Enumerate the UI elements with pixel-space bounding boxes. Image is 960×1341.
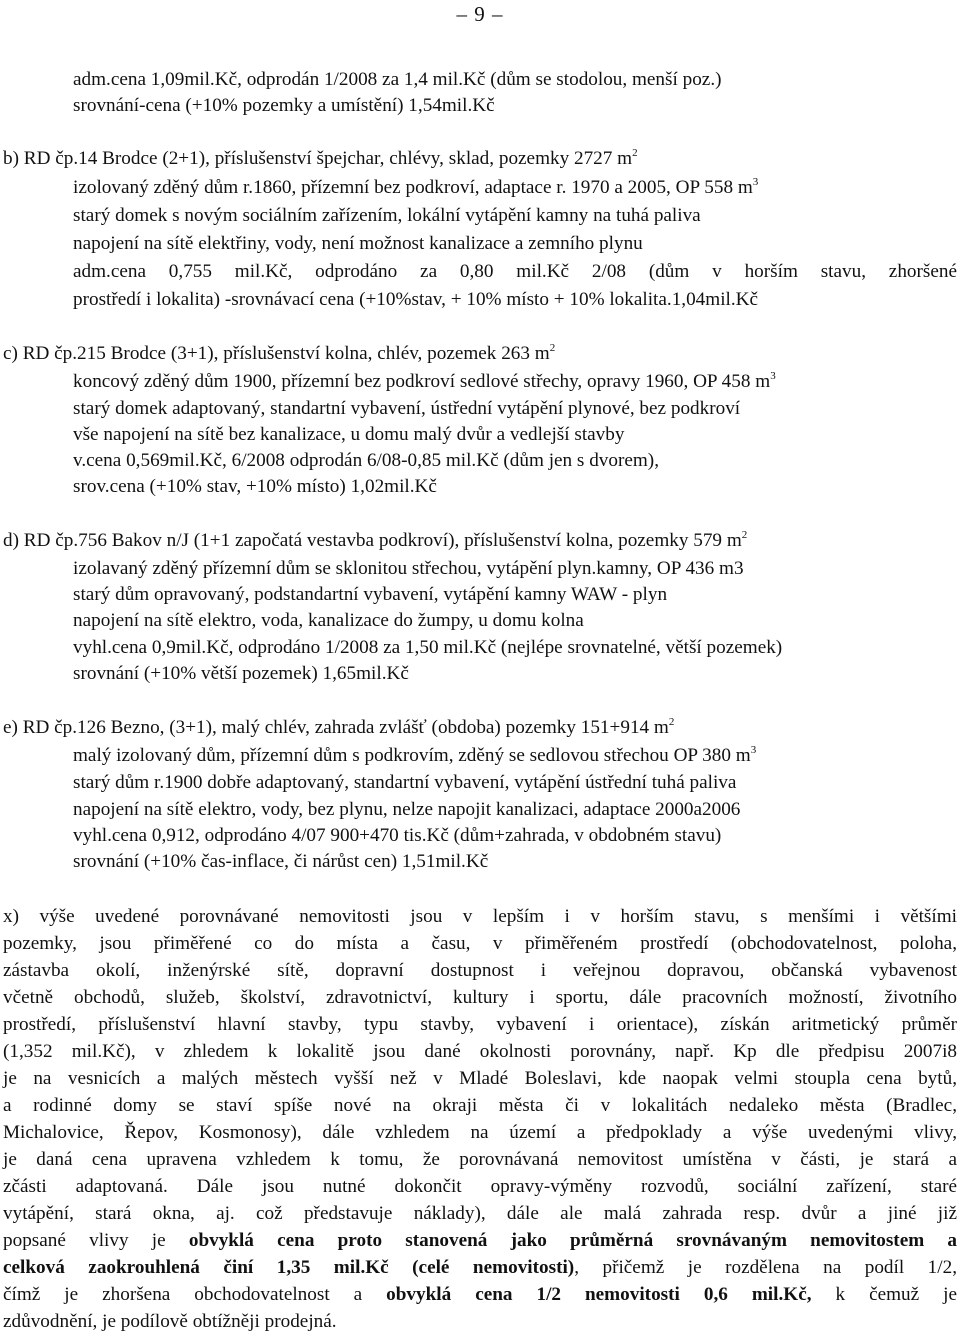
block-d-line-1 — [3, 528, 747, 554]
summary-line-16: zdůvodnění, je podílově obtížněji prodejná. — [3, 1311, 337, 1332]
block-b-line-3: starý domek s novým sociálním zařízením, lokální vytápění kamny na tuhá paliva — [73, 205, 701, 226]
block-e-line-6: srovnání (+10% čas-inflace, či nárůst cen) 1,51mil.Kč — [73, 851, 489, 872]
block-e-line-5: vyhl.cena 0,912, odprodáno 4/07 900+470 tis.Kč (dům+zahrada, v obdobném stavu) — [73, 825, 722, 846]
summary-line-15-text: čímž je zhoršena obchodovatelnost a — [3, 1284, 387, 1305]
summary-line-6: (1,352 mil.Kč), v zhledem k lokalitě jsou dané okolnosti porovnány, např. Kp dle předpisu 2007i8 — [3, 1041, 957, 1062]
block-b-line-4: napojení na sítě elektřiny, vody, není možnost kanalizace a zemního plynu — [73, 233, 643, 254]
summary-line-14-bold: celková zaokrouhlená činí 1,35 mil.Kč (celé nemovitosti) — [3, 1257, 575, 1278]
summary-line-9: Michalovice, Řepov, Kosmonosy), dále vzhledem na území a předpoklady a výše uvedenými vlivy, — [3, 1122, 957, 1143]
block-e-line-2 — [73, 743, 756, 769]
block-b-line-6: prostředí i lokalita) -srovnávací cena (+10%stav, + 10% místo + 10% lokalita.1,04mil.Kč — [73, 289, 759, 310]
summary-line-15-bold: obvyklá cena 1/2 nemovitosti 0,6 mil.Kč, — [386, 1284, 812, 1305]
block-c-line-2-text: koncový zděný dům 1900, přízemní bez podkroví sedlové střechy, opravy 1960, OP 458 m — [73, 371, 771, 392]
block-e-line-3: starý dům r.1900 dobře adaptovaný, standartní vybavení, vytápění ústřední tuhá paliva — [73, 772, 737, 793]
summary-line-7: je na vesnicích a malých městech vyšší než v Mladé Boleslavi, kde naopak velmi stoupla cena bytů, — [3, 1068, 957, 1089]
summary-line-15-text-2: k čemuž je — [811, 1284, 957, 1305]
block-e-line-4: napojení na sítě elektro, vody, bez plynu, nelze napojit kanalizaci, adaptace 2000a2006 — [73, 799, 741, 820]
block-c-line-1 — [3, 341, 555, 367]
block-d-line-4: napojení na sítě elektro, voda, kanalizace do žumpy, u domu kolna — [73, 610, 584, 631]
summary-line-10: je daná cena upravena vzhledem k tomu, že porovnávaná nemovitost umístěna v části, je stará a — [3, 1149, 957, 1170]
block-c-line-1-text: c) RD čp.215 Brodce (3+1), příslušenství kolna, chlév, pozemek 263 m — [3, 343, 550, 364]
summary-line-11: zčásti adaptovaná. Dále jsou nutné dokončit opravy-výměny rozvodů, sociální zařízení, staré — [3, 1176, 957, 1197]
summary-line-4: včetně obchodů, služeb, školství, zdravotnictví, kultury i sportu, dále pracovních možností, životního — [3, 987, 957, 1008]
block-e-line-2-sup: 3 — [750, 744, 757, 756]
block-b-line-2-sup: 3 — [752, 176, 759, 188]
block-b-line-1-sup: 2 — [632, 147, 638, 159]
block-e-line-1-sup: 2 — [668, 716, 675, 728]
block-b-line-2-text: izolovaný zděný dům r.1860, přízemní bez podkroví, adaptace r. 1970 a 2005, OP 558 m — [73, 177, 753, 198]
block-b-line-1-text: b) RD čp.14 Brodce (2+1), příslušenství špejchar, chlévy, sklad, pozemky 2727 m — [3, 148, 633, 169]
block-a-line-2: srovnání-cena (+10% pozemky a umístění) 1,54mil.Kč — [73, 95, 495, 116]
summary-line-13-bold: obvyklá cena proto stanovená jako průměrná srovnávaným nemovitostem a — [188, 1230, 958, 1251]
page-number: – 9 – — [456, 2, 504, 26]
block-c-line-2-sup: 3 — [770, 370, 776, 382]
block-b-line-1 — [3, 146, 638, 172]
block-b-line-5: adm.cena 0,755 mil.Kč, odprodáno za 0,80 mil.Kč 2/08 (dům v horším stavu, zhoršené — [73, 261, 957, 282]
block-d-line-1-text: d) RD čp.756 Bakov n/J (1+1 započatá vestavba podkroví), příslušenství kolna, pozemky 579 m — [3, 530, 742, 551]
summary-line-1: x) výše uvedené porovnávané nemovitosti jsou v lepším i v horším stavu, s menšími i většími — [3, 906, 957, 927]
block-c-line-2 — [73, 369, 776, 395]
block-d-line-2: izolavaný zděný přízemní dům se sklonitou střechou, vytápění plyn.kamny, OP 436 m3 — [73, 558, 744, 579]
summary-line-15 — [3, 1282, 957, 1308]
block-d-line-1-sup: 2 — [741, 529, 748, 541]
block-c-line-4: vše napojení na sítě bez kanalizace, u domu malý dvůr a vedlejší stavby — [73, 424, 625, 445]
block-d-line-6: srovnání (+10% větší pozemek) 1,65mil.Kč — [73, 663, 409, 684]
summary-line-14-text: , přičemž je rozdělena na podíl 1/2, — [574, 1257, 957, 1278]
summary-line-3: zástavba okolí, inženýrské sítě, dopravní dostupnost i veřejnou dopravou, občanská vybavenost — [3, 960, 957, 981]
block-a-line-1: adm.cena 1,09mil.Kč, odprodán 1/2008 za 1,4 mil.Kč (dům se stodolou, menší poz.) — [73, 69, 722, 90]
summary-line-2: pozemky, jsou přiměřené co do místa a času, v přiměřeném prostředí (obchodovatelnost, poloha, — [3, 933, 957, 954]
block-b-line-2 — [73, 175, 758, 201]
block-c-line-1-sup: 2 — [549, 342, 556, 354]
block-c-line-6: srov.cena (+10% stav, +10% místo) 1,02mil.Kč — [73, 476, 437, 497]
block-d-line-3: starý dům opravovaný, podstandartní vybavení, vytápění kamny WAW - plyn — [73, 584, 668, 605]
block-e-line-2-text: malý izolovaný dům, přízemní dům s podkrovím, zděný se sedlovou střechou OP 380 m — [73, 745, 751, 766]
block-c-line-3: starý domek adaptovaný, standartní vybavení, ústřední vytápění plynové, bez podkroví — [73, 398, 741, 419]
summary-line-8: a rodinné domy se staví spíše nové na okraji města či v lokalitách nedaleko města (Bradlec, — [3, 1095, 957, 1116]
block-d-line-5: vyhl.cena 0,9mil.Kč, odprodáno 1/2008 za 1,50 mil.Kč (nejlépe srovnatelné, větší pozemek) — [73, 637, 783, 658]
block-c-line-5: v.cena 0,569mil.Kč, 6/2008 odprodán 6/08-0,85 mil.Kč (dům jen s dvorem), — [73, 450, 659, 471]
summary-line-14 — [3, 1255, 957, 1281]
block-e-line-1 — [3, 715, 674, 741]
summary-line-13 — [3, 1228, 957, 1254]
block-e-line-1-text: e) RD čp.126 Bezno, (3+1), malý chlév, zahrada zvlášť (obdoba) pozemky 151+914 m — [3, 717, 669, 738]
summary-line-13-text: popsané vlivy je — [3, 1230, 189, 1251]
summary-line-12: vytápění, stará okna, aj. což představuje náklady), dále ale malá zahrada resp. dvůr a jiné již — [3, 1203, 957, 1224]
summary-line-5: prostředí, příslušenství hlavní stavby, typu stavby, vybavení i orientace), získán aritmetický průměr — [3, 1014, 957, 1035]
